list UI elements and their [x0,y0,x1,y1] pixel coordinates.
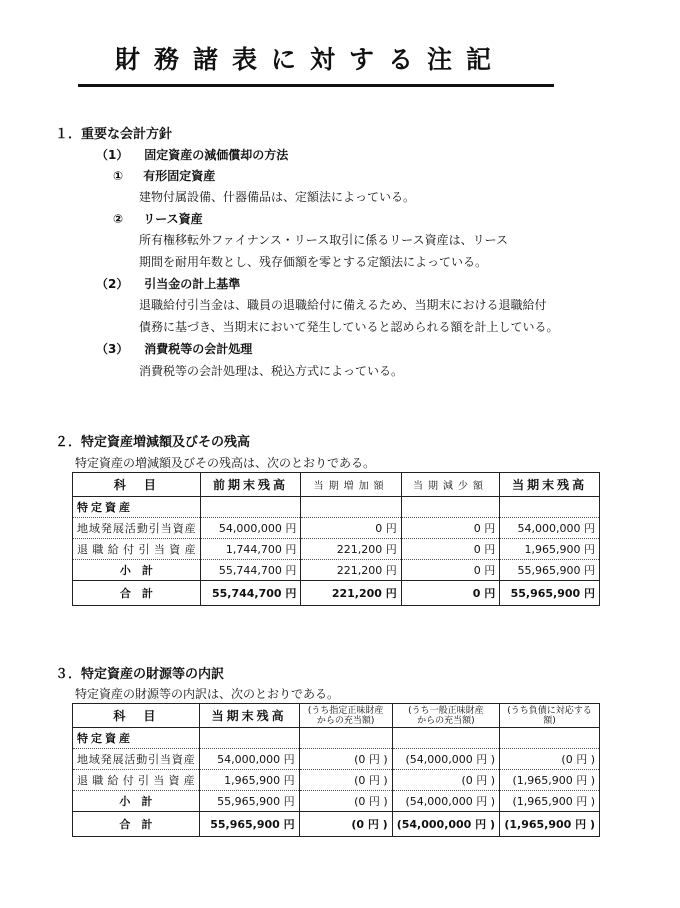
total-row [73,812,600,837]
header-current-balance: 当期末残高 [500,473,600,497]
cell-decrease: 0 円 [401,560,499,581]
cell-increase: 221,200 円 [301,560,401,581]
header-prior-balance: 前期末残高 [200,473,301,497]
section-2-intro: 特定資産の増減額及びその残高は、次のとおりである。 [75,456,376,470]
policy-1-title: 固定資産の減価償却の方法 [144,148,289,162]
subtotal-label: 小 計 [73,791,200,812]
table-row [73,539,600,560]
cell-prior-balance: 55,744,700 円 [200,560,301,581]
header-liabilities: (うち負債に対応する額) [500,704,600,728]
cell-current-balance: 55,965,900 円 [199,791,299,812]
header-general-net-assets: (うち一般正味財産 からの充当額) [392,704,499,728]
cell-current-balance: 54,000,000 円 [199,749,299,770]
cell-current-balance: 1,965,900 円 [199,770,299,791]
table-row [73,770,600,791]
cell-liabilities: (1,965,900 円 ) [500,812,600,837]
policy-2-text-line2: 債務に基づき、当期末において発生していると認められる額を計上している。 [139,320,559,334]
table-row [73,749,600,770]
policy-1-number: （1） [96,148,129,162]
subtotal-label: 小 計 [73,560,201,581]
cell-current-balance: 54,000,000 円 [500,518,600,539]
title-underline [78,84,554,87]
total-label: 合 計 [73,581,201,606]
cell-decrease: 0 円 [401,518,499,539]
section-3-heading: ３．特定資産の財源等の内訳 [55,667,225,682]
cell-increase: 221,200 円 [301,539,401,560]
cell-liabilities: (1,965,900 円 ) [500,770,600,791]
policy-1-2-mark: ② [113,212,124,226]
row-name: 退職給付引当資産 [73,770,200,791]
table-header-row [73,704,600,728]
policy-1-2-text-line1: 所有権移転外ファイナンス・リース取引に係るリース資産は、リース [139,233,509,247]
section-1-heading: １．重要な会計方針 [55,127,173,142]
cell-current-balance: 55,965,900 円 [500,581,600,606]
row-name: 地域発展活動引当資産 [73,518,201,539]
cell-liabilities: (1,965,900 円 ) [500,791,600,812]
header-current-balance: 当期末残高 [199,704,299,728]
total-row [73,581,600,606]
row-name: 地域発展活動引当資産 [73,749,200,770]
policy-1-1-title: 有形固定資産 [143,169,216,183]
cell-liabilities: (0 円 ) [500,749,600,770]
cell-increase: 221,200 円 [301,581,401,606]
cell-prior-balance: 54,000,000 円 [200,518,301,539]
cell-prior-balance: 1,744,700 円 [200,539,301,560]
policy-3-number: （3） [96,342,129,356]
table-row [73,728,600,749]
total-label: 合 計 [73,812,200,837]
policy-1-1-heading [113,167,215,184]
cell-prior-balance: 55,744,700 円 [200,581,301,606]
page-title: 財務諸表に対する注記 [114,45,505,74]
policy-1-heading [96,146,288,163]
cell-general: (54,000,000 円 ) [392,749,499,770]
header-designated-net-assets: (うち指定正味財産 からの充当額) [299,704,392,728]
policy-2-number: （2） [96,277,129,291]
policy-3-title: 消費税等の会計処理 [144,342,253,356]
header-account: 科 目 [73,473,201,497]
header-decrease: 当期減少額 [401,473,499,497]
section-3-intro: 特定資産の財源等の内訳は、次のとおりである。 [75,687,340,701]
cell-designated: (0 円 ) [299,749,392,770]
cell-designated: (0 円 ) [299,770,392,791]
cell-general: (0 円 ) [392,770,499,791]
policy-1-2-heading [113,210,203,227]
row-name: 退職給付引当資産 [73,539,201,560]
group-label: 特定資産 [73,728,200,749]
section-2-heading: ２．特定資産増減額及びその残高 [55,435,251,450]
subtotal-row [73,560,600,581]
table-row [73,518,600,539]
policy-3-text: 消費税等の会計処理は、税込方式によっている。 [139,364,404,378]
policy-1-2-text-line2: 期間を耐用年数とし、残存価額を零とする定額法によっている。 [139,255,488,269]
cell-general: (54,000,000 円 ) [392,812,499,837]
subtotal-row [73,791,600,812]
header-account: 科 目 [73,704,200,728]
table-row [73,497,600,518]
policy-1-2-title: リース資産 [143,212,203,226]
cell-current-balance: 55,965,900 円 [199,812,299,837]
cell-designated: (0 円 ) [299,791,392,812]
policy-1-1-text: 建物付属設備、什器備品は、定額法によっている。 [139,190,416,204]
asset-source-table [72,703,600,837]
cell-increase: 0 円 [301,518,401,539]
cell-current-balance: 1,965,900 円 [500,539,600,560]
cell-current-balance: 55,965,900 円 [500,560,600,581]
policy-2-heading [96,275,240,292]
policy-1-1-mark: ① [113,169,124,183]
cell-general: (54,000,000 円 ) [392,791,499,812]
group-label: 特定資産 [73,497,201,518]
cell-decrease: 0 円 [401,581,499,606]
cell-designated: (0 円 ) [299,812,392,837]
cell-decrease: 0 円 [401,539,499,560]
table-header-row [73,473,600,497]
header-increase: 当期増加額 [301,473,401,497]
asset-change-table [72,472,600,606]
policy-2-title: 引当金の計上基準 [144,277,241,291]
policy-3-heading [96,340,252,357]
policy-2-text-line1: 退職給付引当金は、職員の退職給付に備えるため、当期末における退職給付 [139,298,547,312]
